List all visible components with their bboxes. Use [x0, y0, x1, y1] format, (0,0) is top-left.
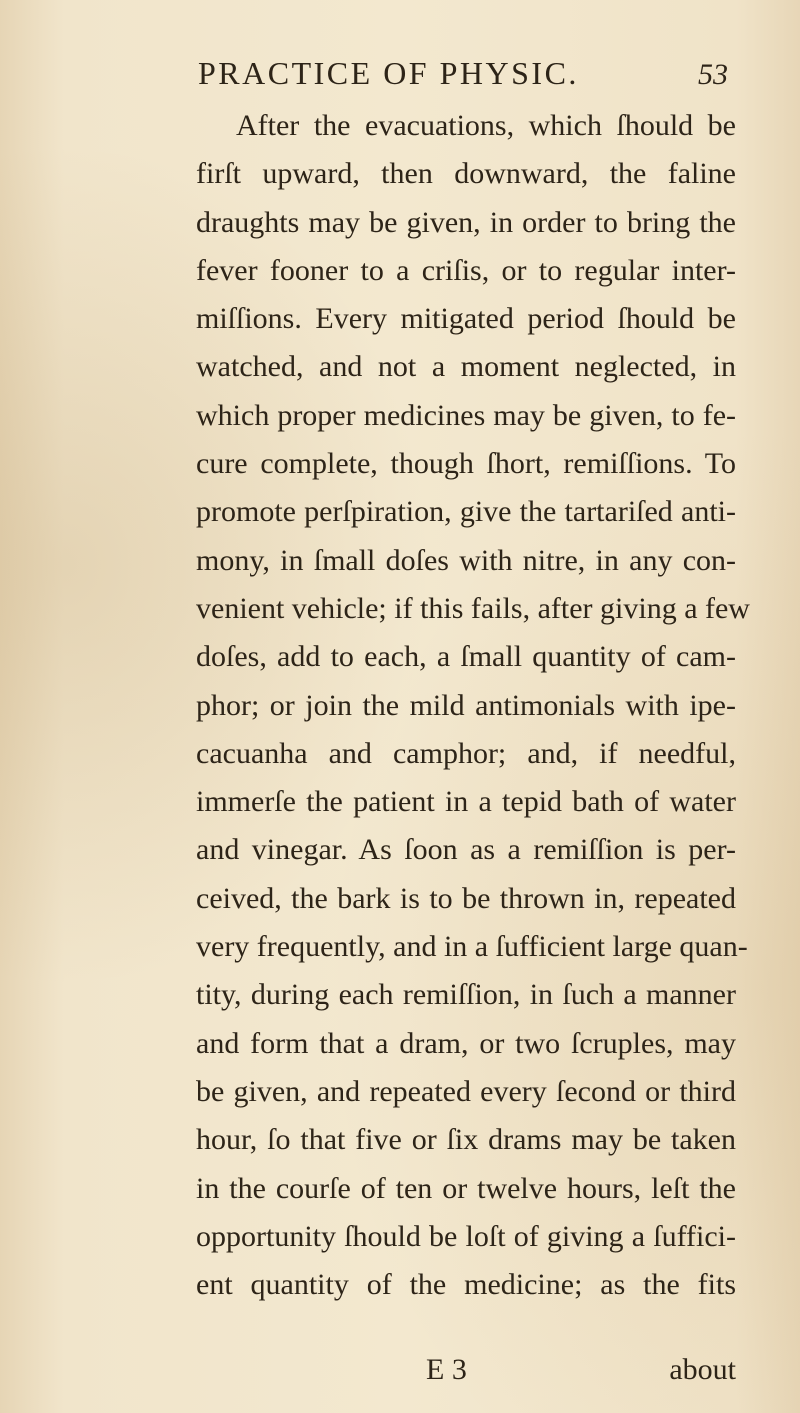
- text-line: ceived, the bark is to be thrown in, repeated: [196, 881, 736, 915]
- text-line: watched, and not a moment neglected, in: [196, 350, 736, 384]
- text-line: hour, ſo that five or ſix drams may be taken: [196, 1123, 736, 1157]
- text-line: be given, and repeated every ſecond or third: [196, 1074, 736, 1108]
- text-line: tity, during each remiſſion, in ſuch a manner: [196, 978, 736, 1012]
- body-paragraph: [196, 102, 750, 1309]
- catchword: about: [669, 1353, 736, 1386]
- text-line: ent quantity of the medicine; as the fits: [196, 1268, 736, 1302]
- text-line: opportunity ſhould be loſt of giving a ſuffici-: [196, 1219, 736, 1253]
- text-line: mony, in ſmall doſes with nitre, in any con-: [196, 543, 736, 577]
- page-number: 53: [698, 58, 728, 91]
- text-line: cacuanha and camphor; and, if needful,: [196, 736, 736, 770]
- text-line: in the courſe of ten or twelve hours, leſt the: [196, 1171, 736, 1205]
- text-line: After the evacuations, which ſhould be: [236, 109, 736, 142]
- running-title: PRACTICE OF PHYSIC.: [198, 55, 579, 91]
- text-line: doſes, add to each, a ſmall quantity of cam-: [196, 640, 736, 674]
- signature-mark: E 3: [426, 1353, 467, 1386]
- text-line: which proper medicines may be given, to fe-: [196, 398, 736, 432]
- text-line: and form that a dram, or two ſcruples, may: [196, 1026, 736, 1060]
- text-line: immerſe the patient in a tepid bath of water: [196, 785, 736, 819]
- text-line: fever fooner to a criſis, or to regular inter-: [196, 253, 736, 287]
- text-line: very frequently, and in a ſufficient large quan-: [196, 930, 748, 964]
- text-line: firſt upward, then downward, the faline: [196, 157, 736, 191]
- text-line: and vinegar. As ſoon as a remiſſion is per-: [196, 833, 736, 867]
- page-footer: [196, 1353, 736, 1393]
- text-line: miſſions. Every mitigated period ſhould be: [196, 302, 736, 336]
- text-line: draughts may be given, in order to bring the: [196, 205, 736, 239]
- text-line: venient vehicle; if this fails, after giving a few: [196, 591, 750, 625]
- text-line: phor; or join the mild antimonials with ipe-: [196, 688, 736, 722]
- running-head: [198, 55, 728, 92]
- text-line: promote perſpiration, give the tartariſed anti-: [196, 495, 736, 529]
- text-line: cure complete, though ſhort, remiſſions. To: [196, 447, 736, 481]
